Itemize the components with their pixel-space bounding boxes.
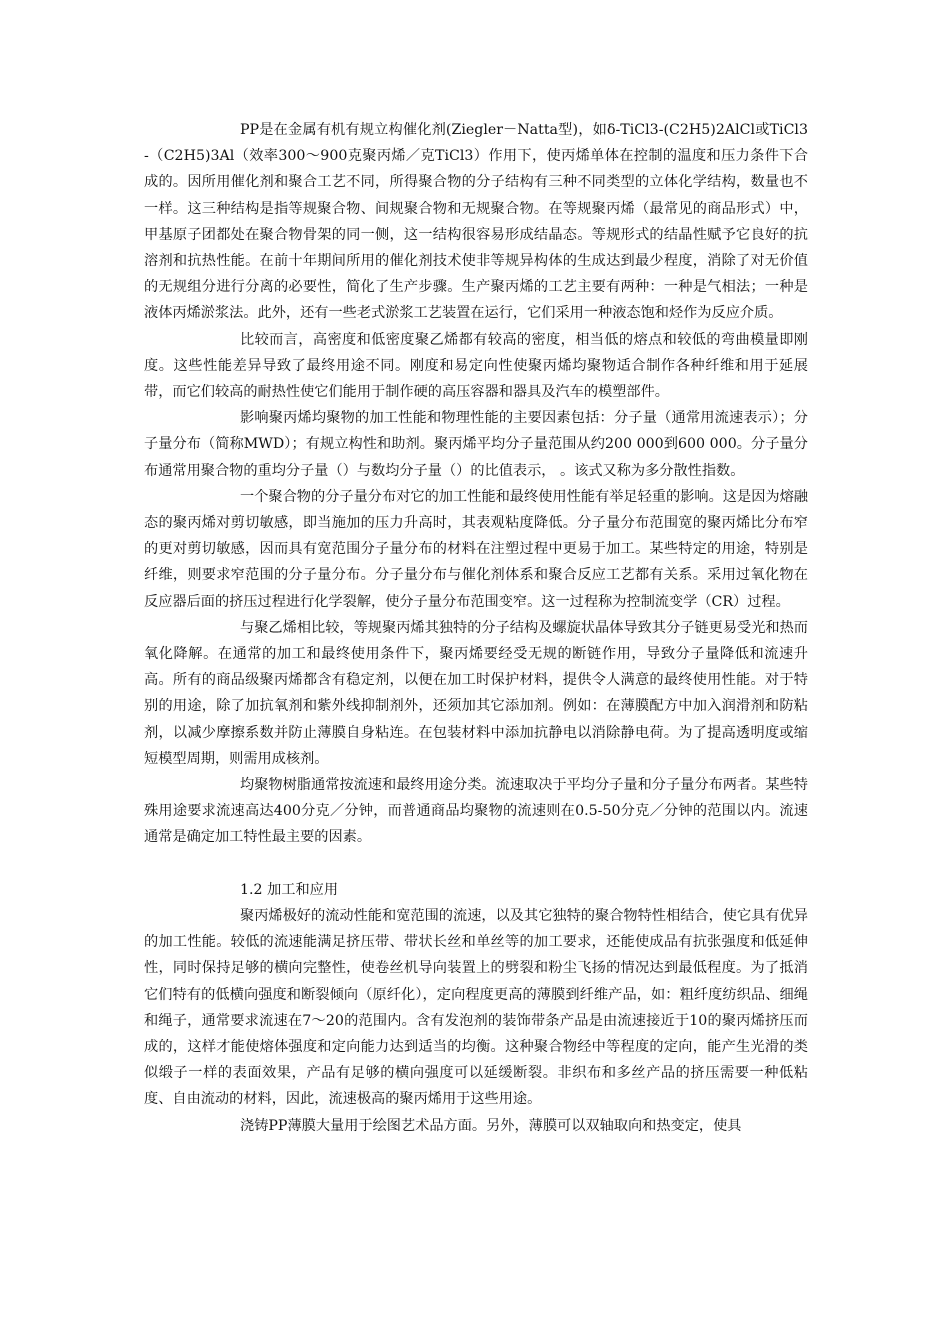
- document-body: [144, 117, 808, 1139]
- paragraph-cast-film: 浇铸PP薄膜大量用于绘图艺术品方面。另外，薄膜可以双轴取向和热变定，使具: [240, 1117, 742, 1134]
- paragraph-catalyst-synthesis: PP是在金属有机有规立构催化剂(Ziegler－Natta型)，如δ-TiCl3-(C2H5)2AlCl或TiCl3-（C2H5)3Al（效率300～900克聚丙烯／克TiCl3）作用下，使丙烯单体在控制的温度和压力条件下合成的。因所用催化剂和聚合工艺不同，所得聚合物的分子结构有三种不同类型的立体化学结构，数量也不一样。这三种结构是指等规聚合物、间规聚合物和无规聚合物。在等规聚丙烯（最常见的商品形式）中，甲基原子团都处在聚合物骨架的同一侧，这一结构很容易形成结晶态。等规形式的结晶性赋予它良好的抗溶剂和抗热性能。在前十年期间所用的催化剂技术使非等规异构体的生成达到最少程度，消除了对无价值的无规组分进行分离的必要性，简化了生产步骤。生产聚丙烯的工艺主要有两种：一种是气相法；一种是液体丙烯淤浆法。此外，还有一些老式淤浆工艺装置在运行，它们采用一种液态饱和烃作为反应介质。: [144, 122, 808, 322]
- paragraph-density-comparison: 比较而言，高密度和低密度聚乙烯都有较高的密度，相当低的熔点和较低的弯曲模量即刚度。这些性能差异导致了最终用途不同。刚度和易定向性使聚丙烯均聚物适合制作各种纤维和用于延展带，而它们较高的耐热性使它们能用于制作硬的高压容器和器具及汽车的模塑部件。: [144, 331, 808, 401]
- paragraph-mwd-processing: 一个聚合物的分子量分布对它的加工性能和最终使用性能有举足轻重的影响。这是因为熔融态的聚丙烯对剪切敏感，即当施加的压力升高时，其表观粘度降低。分子量分布范围宽的聚丙烯比分布窄的更对剪切敏感，因而具有宽范围分子量分布的材料在注塑过程中更易于加工。某些特定的用途，特别是纤维，则要求窄范围的分子量分布。分子量分布与催化剂体系和聚合反应工艺都有关系。采用过氧化物在反应器后面的挤压过程进行化学裂解，使分子量分布范围变窄。这一过程称为控制流变学（CR）过程。: [144, 488, 808, 610]
- section-spacer: [144, 851, 808, 877]
- paragraph-stabilizers: 与聚乙烯相比较，等规聚丙烯其独特的分子结构及螺旋状晶体导致其分子链更易受光和热而氧化降解。在通常的加工和最终使用条件下，聚丙烯要经受无规的断链作用，导致分子量降低和流速升高。所有的商品级聚丙烯都含有稳定剂，以便在加工时保护材料，提供令人满意的最终使用性能。对于特别的用途，除了加抗氧剂和紫外线抑制剂外，还须加其它添加剂。例如：在薄膜配方中加入润滑剂和防粘剂，以减少摩擦系数并防止薄膜自身粘连。在包装材料中添加抗静电以消除静电荷。为了提高透明度或缩短模型周期，则需用成核剂。: [144, 619, 808, 767]
- paragraph-processing-performance: 聚丙烯极好的流动性能和宽范围的流速，以及其它独特的聚合物特性相结合，使它具有优异的加工性能。较低的流速能满足挤压带、带状长丝和单丝等的加工要求，还能使成品有抗张强度和低延伸性，同时保持足够的横向完整性，使卷丝机导向装置上的劈裂和粉尘飞扬的情况达到最低程度。为了抵消它们特有的低横向强度和断裂倾向（原纤化），定向程度更高的薄膜到纤维产品，如：粗纤度纺织品、细绳和绳子，通常要求流速在7～20的范围内。含有发泡剂的装饰带条产品是由流速接近于10的聚丙烯挤压而成的，这样才能使熔体强度和定向能力达到适当的均衡。这种聚合物经中等程度的定向，能产生光滑的类似缎子一样的表面效果，产品有足够的横向强度可以延缓断裂。非织布和多丝产品的挤压需要一种低粘度、自由流动的材料，因此，流速极高的聚丙烯用于这些用途。: [144, 907, 808, 1108]
- paragraph-flow-rate-classification: 均聚物树脂通常按流速和最终用途分类。流速取决于平均分子量和分子量分布两者。某些特殊用途要求流速高达400分克／分钟，而普通商品均聚物的流速则在0.5-50分克／分钟的范围以内。流速通常是确定加工特性最主要的因素。: [144, 777, 808, 846]
- paragraph-molecular-weight-factors: 影响聚丙烯均聚物的加工性能和物理性能的主要因素包括：分子量（通常用流速表示）；分子量分布（简称MWD）；有规立构性和助剂。聚丙烯平均分子量范围从约200 000到600 000。分子量分布通常用聚合物的重均分子量（）与数均分子量（）的比值表示， 。该式又称为多分散性指数。: [144, 410, 808, 479]
- section-heading: 1.2 加工和应用: [240, 881, 339, 898]
